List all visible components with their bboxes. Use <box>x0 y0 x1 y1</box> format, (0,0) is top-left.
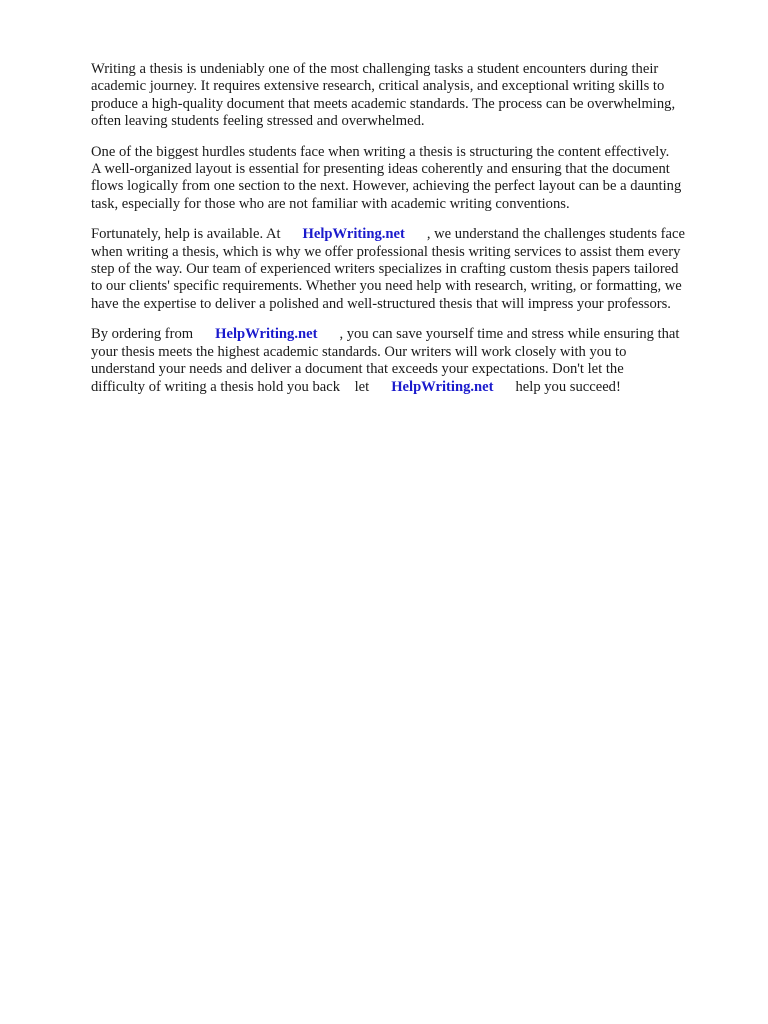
text-line: step of the way. Our team of experienced writers specializes in crafting custom thesis papers tailored <box>91 261 679 278</box>
text-line <box>91 379 731 396</box>
text-line: One of the biggest hurdles students face when writing a thesis is structuring the content effectively. <box>91 143 670 160</box>
text-line: produce a high-quality document that meets academic standards. The process can be overwhelming, <box>91 95 676 112</box>
line-text-after-link: help you succeed! <box>515 378 621 395</box>
text-line: Writing a thesis is undeniably one of the most challenging tasks a student encounters during their <box>91 61 659 77</box>
text-line: task, especially for those who are not familiar with academic writing conventions. <box>91 195 570 212</box>
text-line: flows logically from one section to the next. However, achieving the perfect layout can be a daunting <box>91 178 682 195</box>
text-line: when writing a thesis, which is why we offer professional thesis writing services to assist them every <box>91 243 681 260</box>
line-text-after-link: , we understand the challenges students face <box>426 226 685 243</box>
text-line: often leaving students feeling stressed and overwhelmed. <box>91 113 425 130</box>
line-text-before-link: difficulty of writing a thesis hold you back let <box>91 378 370 395</box>
text-line: A well-organized layout is essential for presenting ideas coherently and ensuring that the document <box>91 161 670 178</box>
helpwriting-link[interactable]: HelpWriting.net <box>391 378 494 395</box>
text-line <box>91 326 731 343</box>
line-text-before-link: Fortunately, help is available. At <box>91 226 281 243</box>
line-text-before-link: By ordering from <box>91 326 194 343</box>
paragraph-intro <box>91 61 731 131</box>
text-line: academic journey. It requires extensive research, critical analysis, and exceptional writing skills to <box>91 78 665 95</box>
text-line: to our clients' specific requirements. Whether you need help with research, writing, or formatting, we <box>91 278 682 295</box>
paragraph-structure <box>91 144 731 214</box>
line-text-after-link: , you can save yourself time and stress while ensuring that <box>339 326 680 343</box>
paragraph-ordering <box>91 326 731 396</box>
text-line: have the expertise to deliver a polished and well-structured thesis that will impress your professors. <box>91 295 671 312</box>
text-line <box>91 226 731 243</box>
paragraph-help <box>91 226 731 313</box>
text-line: understand your needs and deliver a document that exceeds your expectations. Don't let the <box>91 361 624 378</box>
helpwriting-link[interactable]: HelpWriting.net <box>302 226 405 243</box>
helpwriting-link[interactable]: HelpWriting.net <box>215 326 318 343</box>
document-page <box>91 61 731 409</box>
text-line: your thesis meets the highest academic standards. Our writers will work closely with you to <box>91 343 627 360</box>
